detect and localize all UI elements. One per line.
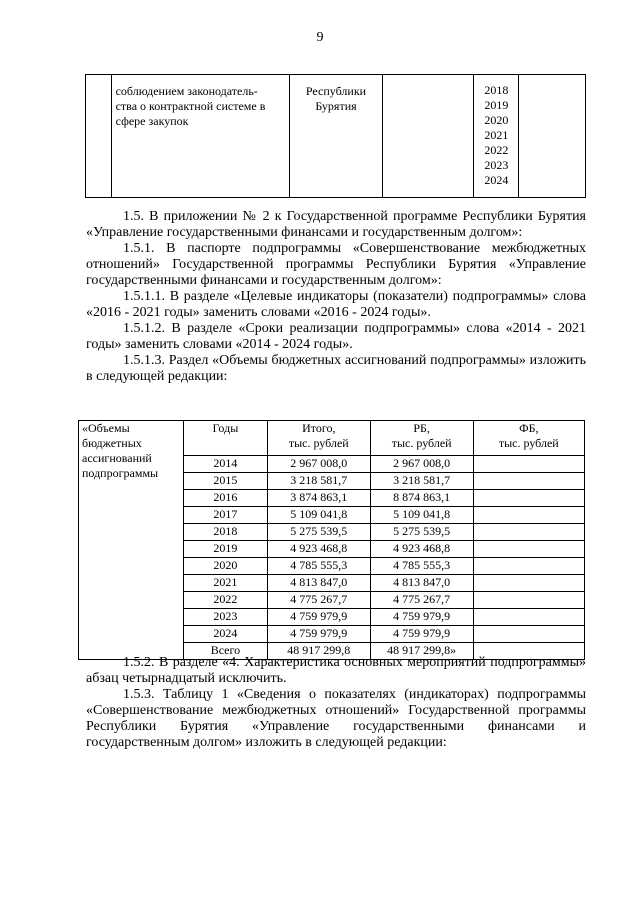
header-line: тыс. рублей — [498, 436, 559, 450]
year-cell: 2022 — [184, 592, 268, 609]
total-cell: 4 785 555,3 — [267, 558, 370, 575]
total-cell: 4 759 979,9 — [267, 609, 370, 626]
header-fb — [473, 421, 584, 456]
budget-allocations-table — [78, 420, 585, 660]
year-cell: 2024 — [184, 626, 268, 643]
header-years: Годы — [184, 421, 268, 456]
year-cell: Всего — [184, 643, 268, 660]
years-cell — [474, 75, 519, 198]
paragraph: 1.5.2. В разделе «4. Характеристика основных мероприятий подпрограммы» абзац четырнадцатый исключить. — [86, 655, 586, 686]
total-cell: 4 813 847,0 — [267, 575, 370, 592]
rb-cell: 8 874 863,1 — [370, 490, 473, 507]
header-line: ФБ, — [519, 421, 539, 435]
fb-cell — [473, 473, 584, 490]
text-block-2 — [86, 655, 586, 751]
rb-cell: 5 275 539,5 — [370, 524, 473, 541]
year-cell: 2020 — [184, 558, 268, 575]
header-line: РБ, — [413, 421, 430, 435]
year-value: 2021 — [484, 128, 509, 142]
rb-cell: 4 923 468,8 — [370, 541, 473, 558]
fb-cell — [473, 575, 584, 592]
paragraph: 1.5.1. В паспорте подпрограммы «Совершенствование межбюджетных отношений» Государственной программы Республики Бурятия «Управление государственными финансами и государственным долгом»: — [86, 241, 586, 288]
year-value: 2024 — [484, 173, 509, 187]
total-cell: 5 275 539,5 — [267, 524, 370, 541]
label-line: подпрограммы — [82, 466, 159, 480]
year-cell: 2018 — [184, 524, 268, 541]
header-line: тыс. рублей — [391, 436, 452, 450]
header-total — [267, 421, 370, 456]
total-cell: 4 775 267,7 — [267, 592, 370, 609]
year-cell: 2016 — [184, 490, 268, 507]
fb-cell — [473, 490, 584, 507]
cell-line: Бурятия — [315, 99, 357, 113]
page-number: 9 — [316, 30, 324, 45]
fb-cell — [473, 507, 584, 524]
cell-line: сфере закупок — [115, 114, 189, 128]
paragraph: 1.5.1.2. В разделе «Сроки реализации подпрограммы» слова «2014 - 2021 годы» заменить словами «2014 - 2024 годы». — [86, 321, 586, 352]
region-cell — [289, 75, 382, 198]
procurement-text-cell — [111, 75, 289, 198]
cell-line: соблюдением законодатель- — [115, 84, 258, 98]
label-line: «Объемы — [82, 421, 130, 435]
year-value: 2022 — [484, 143, 509, 157]
empty-cell — [383, 75, 474, 198]
paragraph: 1.5.1.3. Раздел «Объемы бюджетных ассигнований подпрограммы» изложить в следующей редакции: — [86, 353, 586, 384]
fb-cell — [473, 524, 584, 541]
year-value: 2018 — [484, 83, 509, 97]
rb-cell: 4 759 979,9 — [370, 626, 473, 643]
fb-cell — [473, 558, 584, 575]
table-label-cell — [79, 421, 184, 660]
year-cell: 2017 — [184, 507, 268, 524]
total-cell: 4 759 979,9 — [267, 626, 370, 643]
header-line: тыс. рублей — [288, 436, 349, 450]
rb-cell: 4 775 267,7 — [370, 592, 473, 609]
total-cell: 3 218 581,7 — [267, 473, 370, 490]
fb-cell — [473, 609, 584, 626]
year-cell: 2014 — [184, 456, 268, 473]
year-value: 2020 — [484, 113, 509, 127]
year-cell: 2023 — [184, 609, 268, 626]
label-line: бюджетных — [82, 436, 142, 450]
year-cell: 2021 — [184, 575, 268, 592]
year-value: 2023 — [484, 158, 509, 172]
rb-cell: 4 785 555,3 — [370, 558, 473, 575]
year-cell: 2019 — [184, 541, 268, 558]
label-line: ассигнований — [82, 451, 152, 465]
total-cell: 48 917 299,8 — [267, 643, 370, 660]
continuation-table — [85, 74, 586, 198]
fb-cell — [473, 626, 584, 643]
rb-cell: 2 967 008,0 — [370, 456, 473, 473]
cell-line: ства о контрактной системе в — [115, 99, 266, 113]
rb-cell: 4 759 979,9 — [370, 609, 473, 626]
header-rb — [370, 421, 473, 456]
total-cell: 3 874 863,1 — [267, 490, 370, 507]
cell-line: Республики — [305, 84, 367, 98]
total-cell: 5 109 041,8 — [267, 507, 370, 524]
year-cell: 2015 — [184, 473, 268, 490]
fb-cell — [473, 456, 584, 473]
rb-cell: 5 109 041,8 — [370, 507, 473, 524]
fb-cell — [473, 541, 584, 558]
rb-cell: 4 813 847,0 — [370, 575, 473, 592]
paragraph: 1.5.1.1. В разделе «Целевые индикаторы (показатели) подпрограммы» слова «2016 - 2021 годы» заменить словами «2016 - 2024 годы». — [86, 289, 586, 320]
year-value: 2019 — [484, 98, 509, 112]
header-line: Итого, — [302, 421, 336, 435]
total-cell: 2 967 008,0 — [267, 456, 370, 473]
paragraph: 1.5.3. Таблицу 1 «Сведения о показателях (индикаторах) подпрограммы «Совершенствование межбюджетных отношений» Государственной программы Республики Бурятия «Управление государственными финансами и государственным долгом» изложить в следующей редакции: — [86, 687, 586, 750]
fb-cell — [473, 592, 584, 609]
paragraph: 1.5. В приложении № 2 к Государственной программе Республики Бурятия «Управление государственными финансами и государственным долгом»: — [86, 209, 586, 240]
rb-cell: 3 218 581,7 — [370, 473, 473, 490]
empty-cell — [519, 75, 586, 198]
rb-cell: 48 917 299,8» — [370, 643, 473, 660]
empty-cell — [86, 75, 112, 198]
total-cell: 4 923 468,8 — [267, 541, 370, 558]
text-block-1 — [86, 209, 586, 385]
